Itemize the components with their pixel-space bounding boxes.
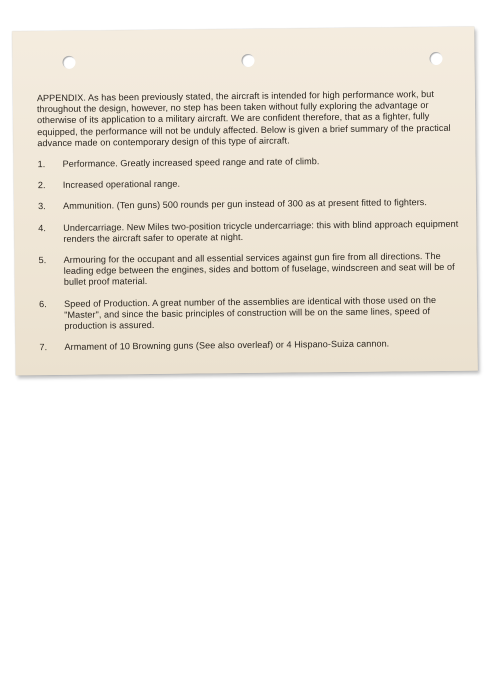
list-item [38,197,462,213]
item-text: Armouring for the occupant and all essential services against gun fire from all directions. The leading edge between the engines, sides and bottom of fuselage, windscreen and seat will be of bullet proof material. [63,250,455,288]
item-number: 7. [39,342,48,353]
list-item [38,155,462,171]
item-text: Performance. Greatly increased speed range and rate of climb. [62,156,320,169]
list-item [39,294,463,332]
list-item [39,251,463,289]
item-text: Armament of 10 Browning guns (See also overleaf) or 4 Hispano-Suiza cannon. [64,338,390,353]
appendix-paragraph: APPENDIX. As has been previously stated, the aircraft is intended for high performance work, but throughout the design, however, no step has been taken without fully exploring the advantage or otherwise of its application to a military aircraft. We are confident therefore, that as a fighter, fully equipped, the performance will not be unduly affected. Below is given a brief summary of the practical advance made on contemporary design of this type of aircraft. [36,89,451,148]
item-number: 3. [37,201,46,212]
item-number: 4. [38,222,47,233]
list-item [39,338,463,354]
item-number: 1. [37,159,46,170]
summary-list [38,155,464,354]
list-item [38,218,462,245]
punch-hole [62,56,75,69]
item-number: 2. [37,180,46,191]
document-card [12,27,478,376]
punch-hole [241,54,254,67]
item-number: 6. [39,298,47,309]
item-text: Ammunition. (Ten guns) 500 rounds per gun instead of 300 as at present fitted to fighters. [62,197,428,212]
item-number: 5. [38,255,47,266]
item-text: Undercarriage. New Miles two-position tricycle undercarriage: this with blind approach equipment renders the aircraft safer to operate at night. [63,218,459,244]
item-text: Increased operational range. [62,178,181,191]
document-text [37,89,464,364]
list-item [38,176,462,192]
punch-hole [429,52,442,65]
item-text: Speed of Production. A great number of the assemblies are identical with those used on the "Master", and since the basic principles of construction will be on the same lines, speed of production is assured. [64,294,437,331]
